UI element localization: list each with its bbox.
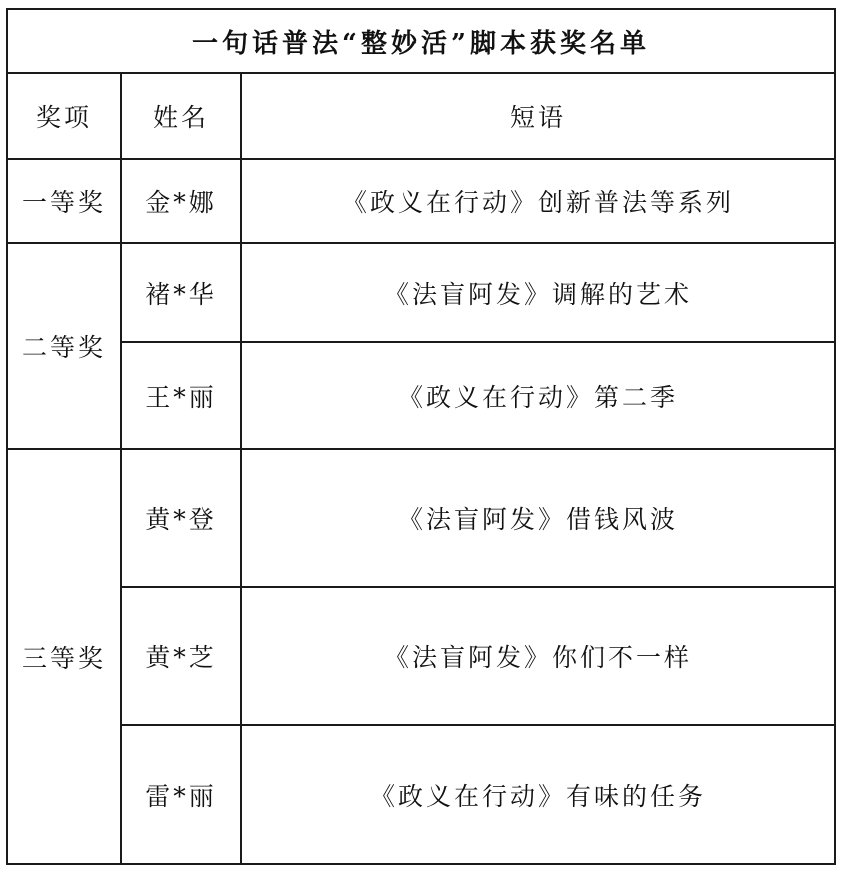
table-row [7, 243, 835, 342]
header-phrase: 短语 [241, 73, 835, 159]
table-row [7, 725, 835, 864]
phrase-cell: 《政义在行动》有味的任务 [241, 725, 835, 864]
title-row [7, 9, 835, 73]
table-row [7, 587, 835, 725]
header-row [7, 73, 835, 159]
table-row [7, 159, 835, 243]
table-row [7, 449, 835, 587]
name-cell: 黄*登 [121, 449, 241, 587]
name-cell: 金*娜 [121, 159, 241, 243]
header-award: 奖项 [7, 73, 121, 159]
award-list-table [6, 8, 836, 865]
phrase-cell: 《政义在行动》创新普法等系列 [241, 159, 835, 243]
phrase-cell: 《法盲阿发》你们不一样 [241, 587, 835, 725]
phrase-cell: 《政义在行动》第二季 [241, 342, 835, 449]
award-cell-first: 一等奖 [7, 159, 121, 243]
name-cell: 王*丽 [121, 342, 241, 449]
phrase-cell: 《法盲阿发》借钱风波 [241, 449, 835, 587]
award-cell-third: 三等奖 [7, 449, 121, 864]
phrase-cell: 《法盲阿发》调解的艺术 [241, 243, 835, 342]
name-cell: 黄*芝 [121, 587, 241, 725]
name-cell: 雷*丽 [121, 725, 241, 864]
award-cell-second: 二等奖 [7, 243, 121, 449]
name-cell: 褚*华 [121, 243, 241, 342]
header-name: 姓名 [121, 73, 241, 159]
table-row [7, 342, 835, 449]
table-title: 一句话普法“整妙活”脚本获奖名单 [7, 9, 835, 73]
